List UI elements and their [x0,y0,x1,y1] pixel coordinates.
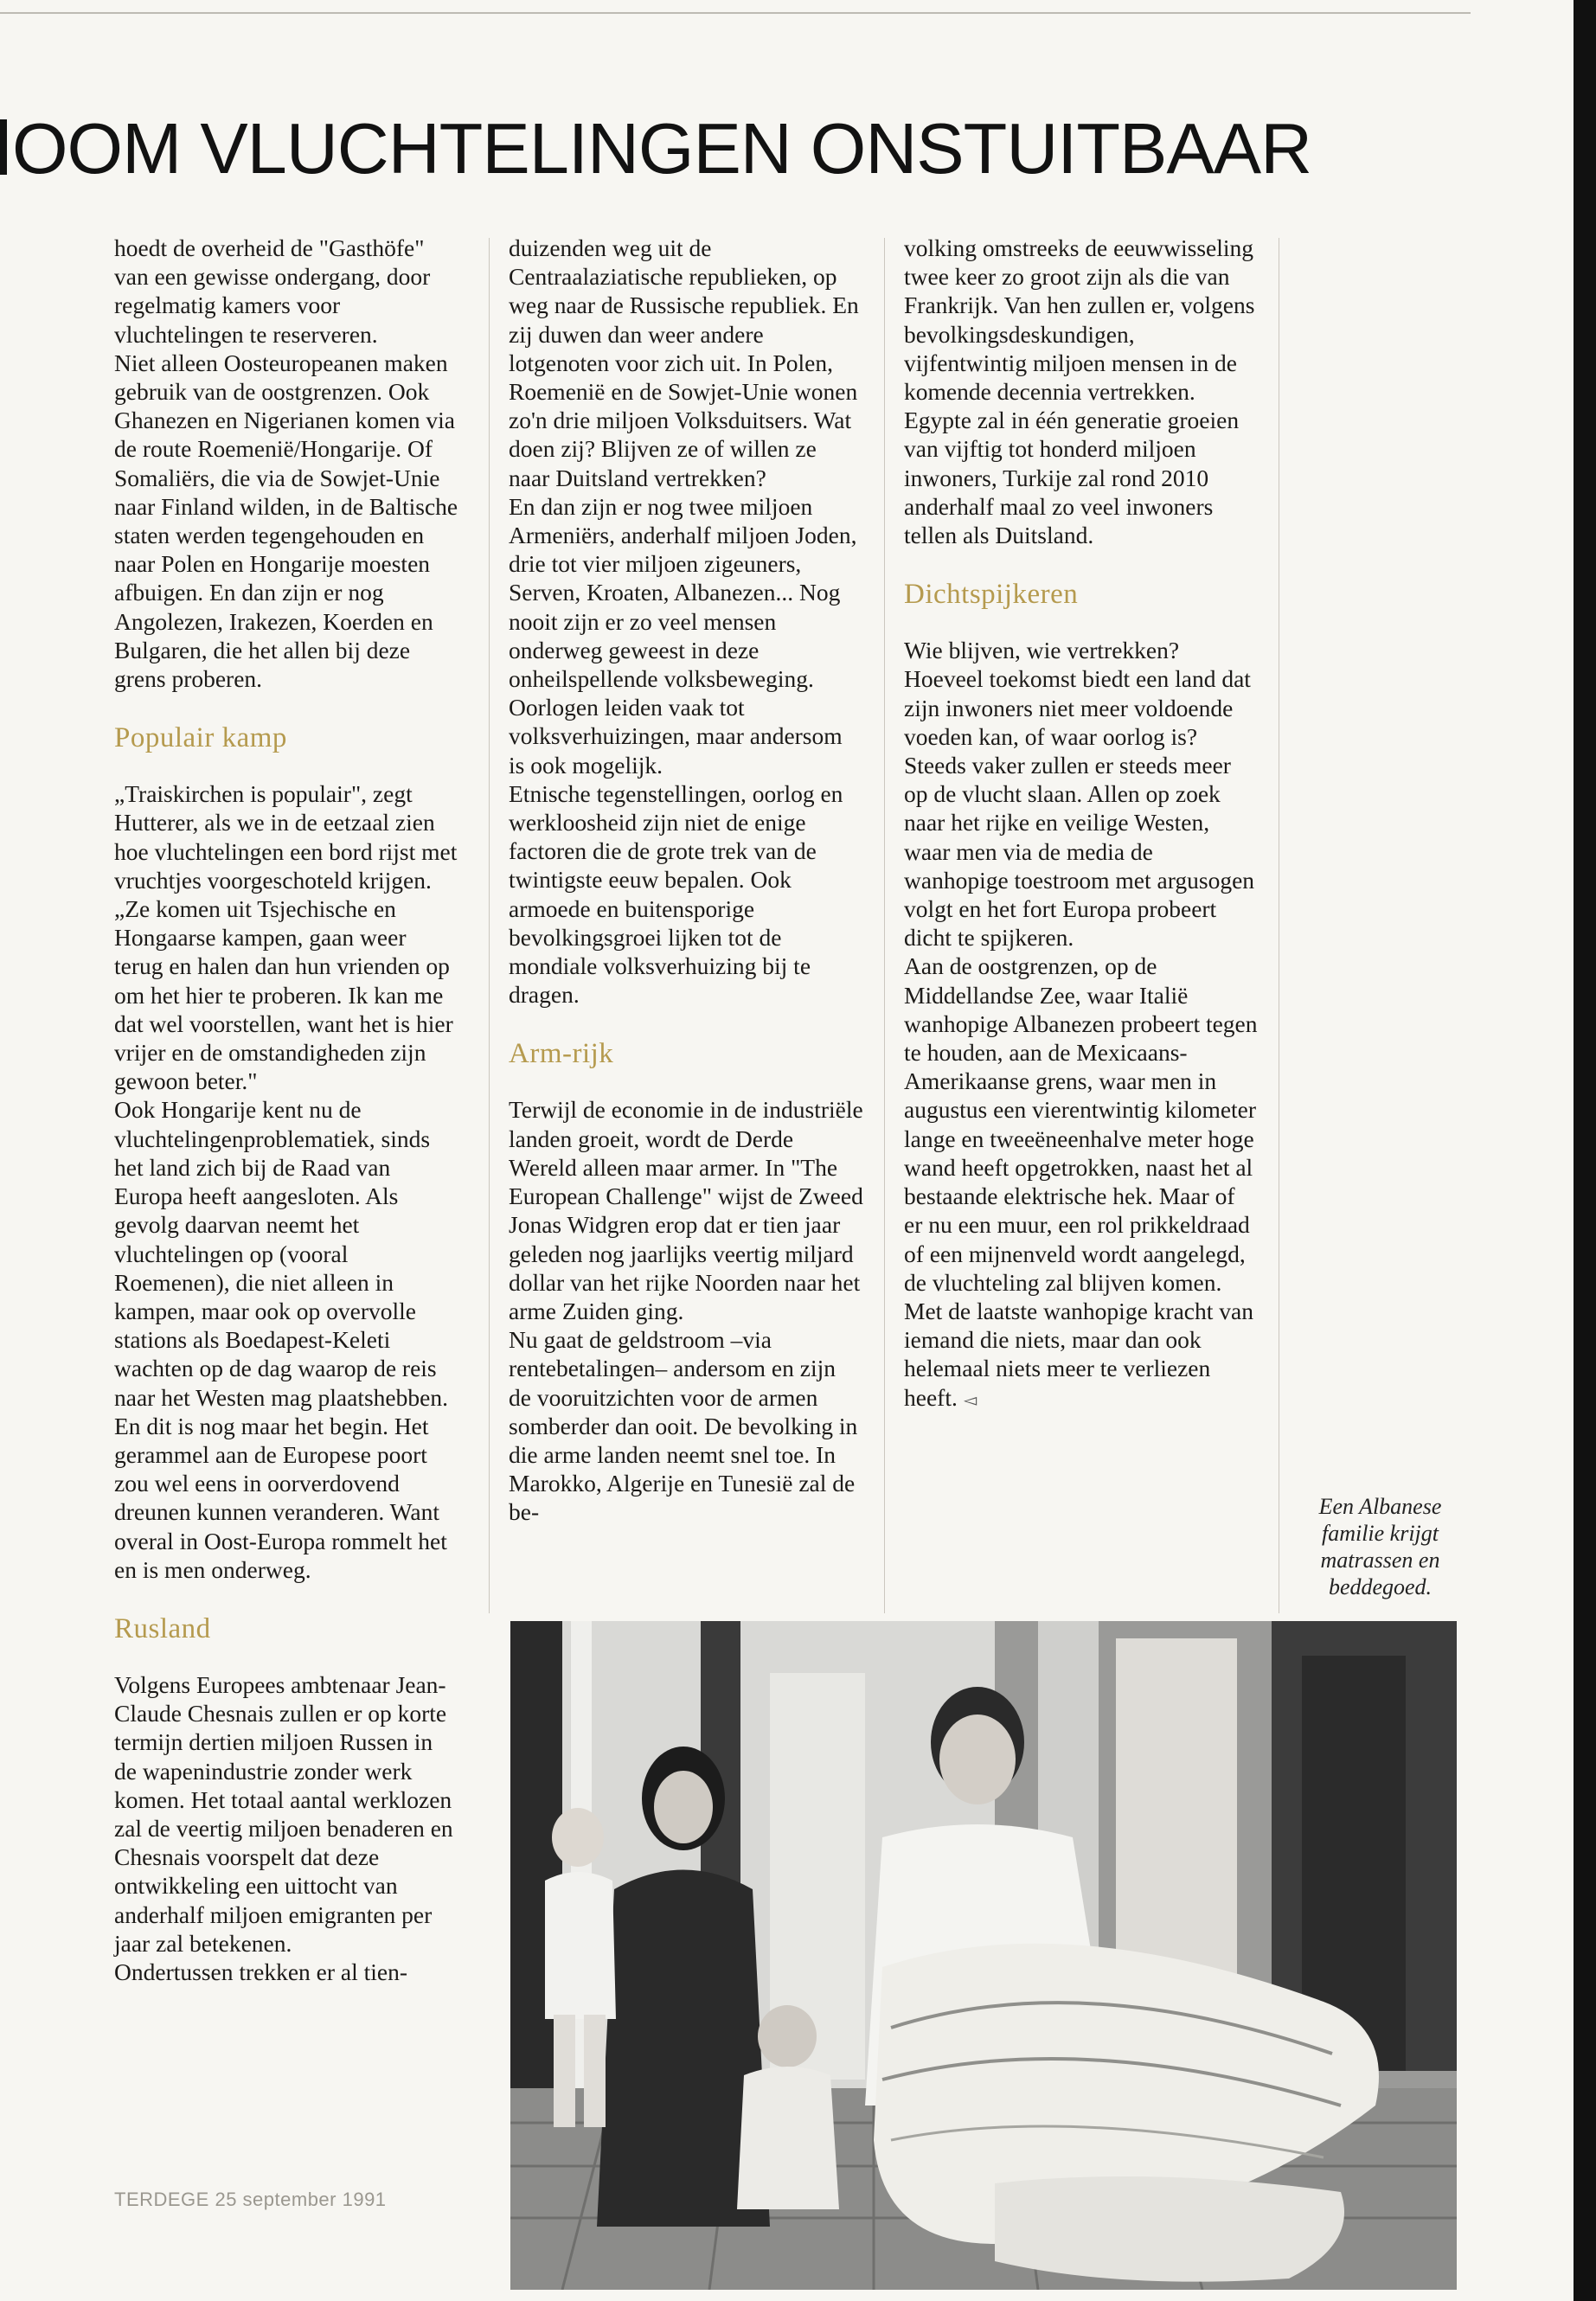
end-mark-icon: ◅ [963,1388,977,1410]
paragraph: Terwijl de economie in de industriële landen groeit, wordt de Derde Wereld alleen maar armer. In "The European Challenge" wijst de Zweed Jonas Widgren erop dat er tien jaar geleden nog jaarlijks veertig miljard dollar van het rijke Noorden naar het arme Zuiden ging. [509,1096,863,1324]
paragraph: Ondertussen trekken er al tien- [114,1958,408,1985]
paragraph: „Traiskirchen is populair", zegt Hutterer, als we in de eetzaal zien hoe vluchtelingen een bord rijst met vruchtjes voorgeschoteld krijgen. „Ze komen uit Tsjechische en Hongaarse kampen, gaan weer terug en halen dan hun vrienden op om het hier te proberen. Ik kan me dat wel voorstellen, want het is hier vrijer en de omstandigheden zijn gewoon beter." [114,780,458,1095]
paragraph: hoedt de overheid de "Gasthöfe" van een gewisse ondergang, door regelmatig kamers voor vluchtelingen te reserveren. [114,234,431,348]
column-1 [114,234,460,1986]
article-headline [0,108,1349,189]
paragraph: volking omstreeks de eeuwwisseling twee keer zo groot zijn als die van Frankrijk. Van hen zullen er, volgens bevolkingsdeskundigen, vijfentwintig miljoen mensen in de komende decennia vertrekken. [904,234,1255,406]
section-heading-dichtspijkeren: Dichtspijkeren [904,579,1079,611]
paragraph: Nu gaat de geldstroom –via rentebetalingen– andersom en zijn de vooruitzichten voor de armen somberder dan ooit. De bevolking in die arme landen neemt snel toe. In Marokko, Algerije en Tunesië zal de be- [509,1326,858,1526]
paragraph: Egypte zal in één generatie groeien van vijftig tot honderd miljoen inwoners, Turkije zal rond 2010 anderhalf maal zo veel inwoners tellen als Duitsland. [904,407,1240,549]
paragraph: Ook Hongarije kent nu de vluchtelingenproblematiek, sinds het land zich bij de Raad van Europa heeft aangesloten. Als gevolg daarvan neemt het vluchtelingen op (vooral Roemenen), die niet alleen in kampen, maar ook op overvolle stations als Boedapest-Keleti wachten op de dag waarop de reis naar het Westen mag plaatshebben. [114,1096,448,1411]
section-heading-arm-rijk: Arm-rijk [509,1038,614,1070]
section-heading-rusland: Rusland [114,1612,211,1644]
page-footer: TERDEGE 25 september 1991 [114,2189,387,2210]
paragraph: En dit is nog maar het begin. Het gerammel aan de Europese poort zou wel eens in oorverdovend dreunen kunnen veranderen. Want overal in Oost-Europa rommelt het en is men onderweg. [114,1412,447,1583]
section-heading-populair-kamp: Populair kamp [114,722,287,754]
paragraph: En dan zijn er nog twee miljoen Armeniërs, anderhalf miljoen Joden, drie tot vier miljoen zigeuners, Serven, Kroaten, Albanezen... Nog nooit zijn er zo veel mensen onderweg geweest in deze onheilspellende volksbeweging. Oorlogen leiden vaak tot volksverhuizingen, maar andersom is ook mogelijk. [509,492,857,779]
headline-text: OOM VLUCHTELINGEN ONSTUITBAAR [12,108,1312,189]
top-rule [0,12,1471,14]
paragraph-text: Aan de oostgrenzen, op de Middellandse Zee, waar Italië wanhopige Albanezen probeert tegen te houden, aan de Mexicaans-Amerikaanse grens, waar men in augustus een vierentwintig kilometer lange en tweeëneenhalve meter hoge wand heeft opgetrokken, naast het al bestaande elektrische hek. Maar of er nu een muur, een rol prikkeldraad of een mijnenveld wordt aangelegd, de vluchteling zal blijven komen. Met de laatste wanhopige kracht van iemand die niets, maar dan ook helemaal niets meer te verliezen heeft. [904,952,1258,1411]
scan-edge [1574,0,1596,2301]
paragraph [904,952,1259,1413]
article-photo [510,1621,1457,2290]
photo-caption: Een Albanese familie krijgt matrassen en beddegoed. [1318,1494,1442,1599]
column-3 [904,234,1259,1414]
photo-illustration [510,1621,1457,2290]
paragraph: Niet alleen Oosteuropeanen maken gebruik van de oostgrenzen. Ook Ghanezen en Nigerianen komen via de route Roemenië/Hongarije. Of Somaliërs, die via de Sowjet-Unie naar Finland wilden, in de Baltische staten werden tegengehouden en naar Polen en Hongarije moesten afbuigen. En dan zijn er nog Angolezen, Irakezen, Koerden en Bulgaren, die het allen bij deze grens proberen. [114,349,458,693]
column-2 [509,234,863,1527]
paragraph: Etnische tegenstellingen, oorlog en werkloosheid zijn niet de enige factoren die de grote trek van de twintigste eeuw bepalen. Ook armoede en buitensporige bevolkingsgroei lijken tot de mondiale volksverhuizing bij te dragen. [509,779,843,1009]
paragraph: Wie blijven, wie vertrekken? Hoeveel toekomst biedt een land dat zijn inwoners niet meer voldoende voeden kan, of waar oorlog is? Steeds vaker zullen er steeds meer op de vlucht slaan. Allen op zoek naar het rijke en veilige Westen, waar men via de media de wanhopige toestroom met argusogen volgt en het fort Europa probeert dicht te spijkeren. [904,637,1255,952]
column-rule-1 [489,238,490,1613]
column-rule-2 [884,238,885,1613]
paragraph: Volgens Europees ambtenaar Jean-Claude Chesnais zullen er op korte termijn dertien miljoen Russen in de wapenindustrie zonder werk komen. Het totaal aantal werklozen zal de veertig miljoen benaderen en Chesnais voorspelt dat deze ontwikkeling een uittocht van anderhalf miljoen emigranten per jaar zal betekenen. [114,1670,453,1957]
paragraph: duizenden weg uit de Centraalaziatische republieken, op weg naar de Russische republiek. En zij duwen dan weer andere lotgenoten voor zich uit. In Polen, Roemenië en de Sowjet-Unie wonen zo'n drie miljoen Volksduitsers. Wat doen zij? Blijven ze of willen ze naar Duitsland vertrekken? [509,234,859,491]
headline-cut-letter [0,119,7,175]
